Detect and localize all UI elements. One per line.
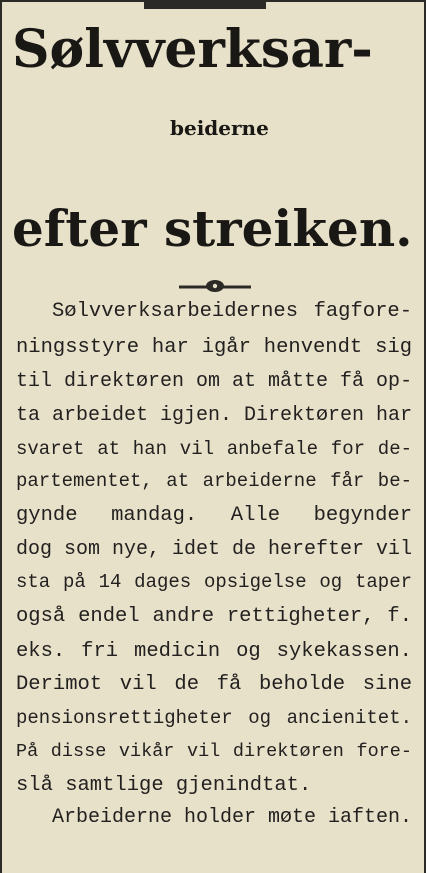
body-line: svaret at han vil anbefale for de- [16, 438, 412, 460]
body-line: Arbeiderne holder møte iaften. [52, 806, 413, 829]
body-line: partementet, at arbeiderne får be- [16, 470, 412, 492]
body-line: ningsstyre har igår henvendt sig [16, 336, 412, 359]
body-line: Sølvverksarbeidernes fagfore- [52, 300, 412, 323]
body-line: Derimot vil de få beholde sine [16, 673, 412, 696]
headline-line-1: Sølvverksar- [12, 19, 373, 80]
headline-line-2: beiderne [170, 116, 269, 140]
body-line: sta på 14 dages opsigelse og taper [16, 571, 412, 593]
body-line: pensionsrettigheter og ancienitet. [16, 707, 412, 729]
body-line: også endel andre rettigheter, f. [16, 605, 412, 628]
body-line: til direktøren om at måtte få op- [16, 370, 413, 393]
body-line: På disse vikår vil direktøren fore- [16, 741, 412, 762]
body-line: gynde mandag. Alle begynder [16, 504, 412, 527]
top-rule [144, 2, 266, 9]
decorative-dash-ornament-icon [177, 278, 253, 294]
headline-line-3: efter streiken. [12, 199, 413, 258]
body-line: eks. fri medicin og sykekassen. [16, 640, 412, 663]
body-line: slå samtlige gjenindtat. [16, 774, 312, 797]
body-line: dog som nye, idet de herefter vil [16, 538, 413, 561]
body-line: ta arbeidet igjen. Direktøren har [16, 404, 413, 427]
